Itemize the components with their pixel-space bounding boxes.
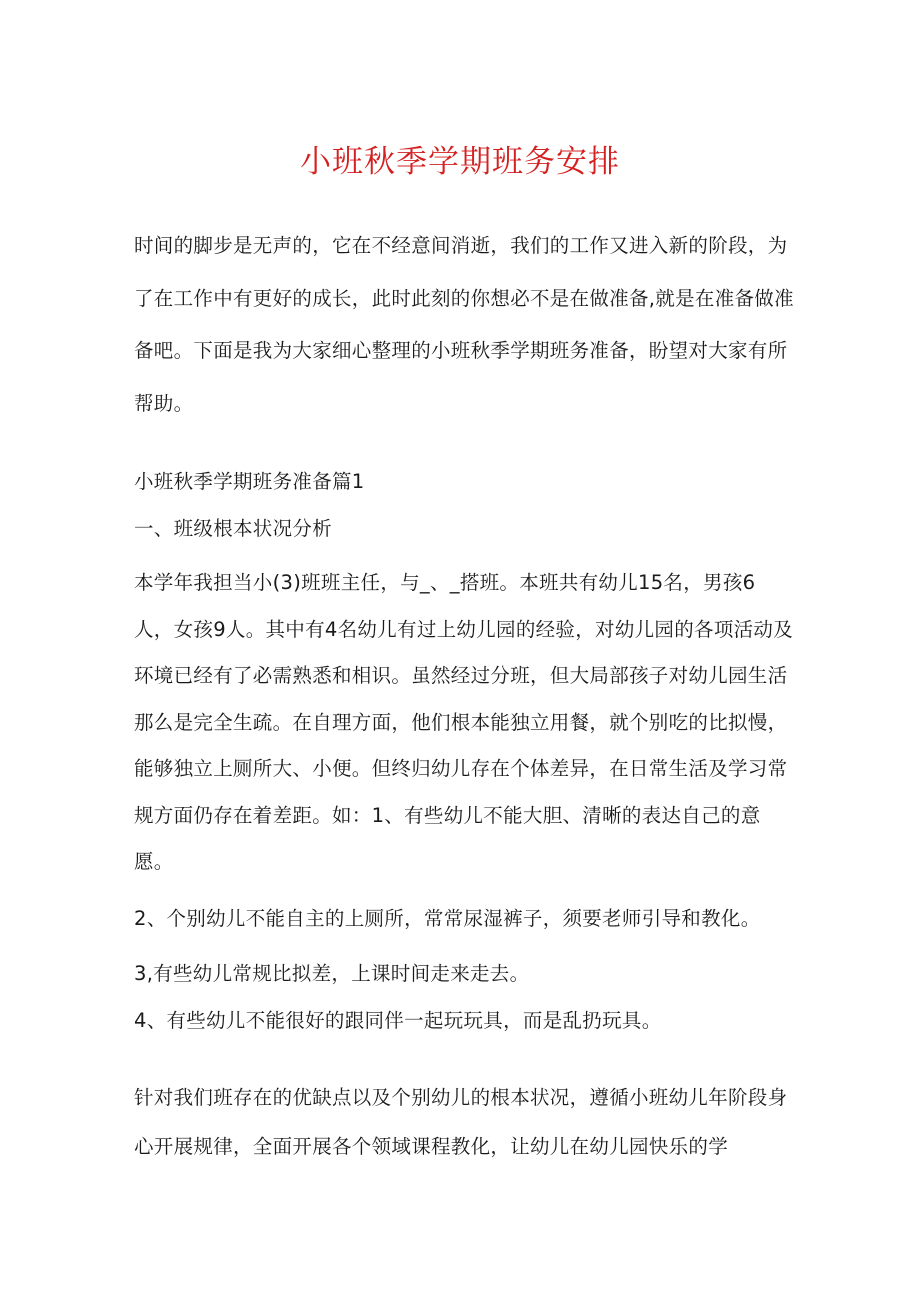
subheading: 一、班级根本状况分析 — [134, 517, 333, 540]
intro-paragraph: 时间的脚步是无声的，它在不经意间消逝，我们的工作又进入新的阶段，为了在工作中有更好的成长，此时此刻的你想必不是在做准备,就是在准备做准备吧。下面是我为大家细心整理的小班秋季学期班务准备，盼望对大家有所帮助。 — [134, 234, 794, 415]
body-paragraph-2: 针对我们班存在的优缺点以及个别幼儿的根本状况，遵循小班幼儿年阶段身心开展规律，全面开展各个领域课程教化，让幼儿在幼儿园快乐的学 — [134, 1086, 788, 1158]
body-paragraph-1: 本学年我担当小(3)班班主任，与_、_搭班。本班共有幼儿15名，男孩6人，女孩9人。其中有4名幼儿有过上幼儿园的经验，对幼儿园的各项活动及环境已经有了必需熟悉和相识。虽然经过分班，但大局部孩子对幼儿园生活那么是完全生疏。在自理方面，他们根本能独立用餐，就个别吃的比拟慢，能够独立上厕所大、小便。但终归幼儿存在个体差异，在日常生活及学习常规方面仍存在着差距。如：1、有些幼儿不能大胆、清晰的表达自己的意愿。 — [134, 571, 794, 873]
document-title: 小班秋季学期班务安排 — [300, 144, 620, 180]
list-item-3: 3,有些幼儿常规比拟差，上课时间走来走去。 — [134, 962, 530, 985]
section-heading: 小班秋季学期班务准备篇1 — [134, 470, 365, 493]
list-item-2: 2、个别幼儿不能自主的上厕所，常常尿湿裤子，须要老师引导和教化。 — [134, 907, 761, 930]
list-item-4: 4、有些幼儿不能很好的跟同伴一起玩玩具，而是乱扔玩具。 — [134, 1009, 662, 1032]
